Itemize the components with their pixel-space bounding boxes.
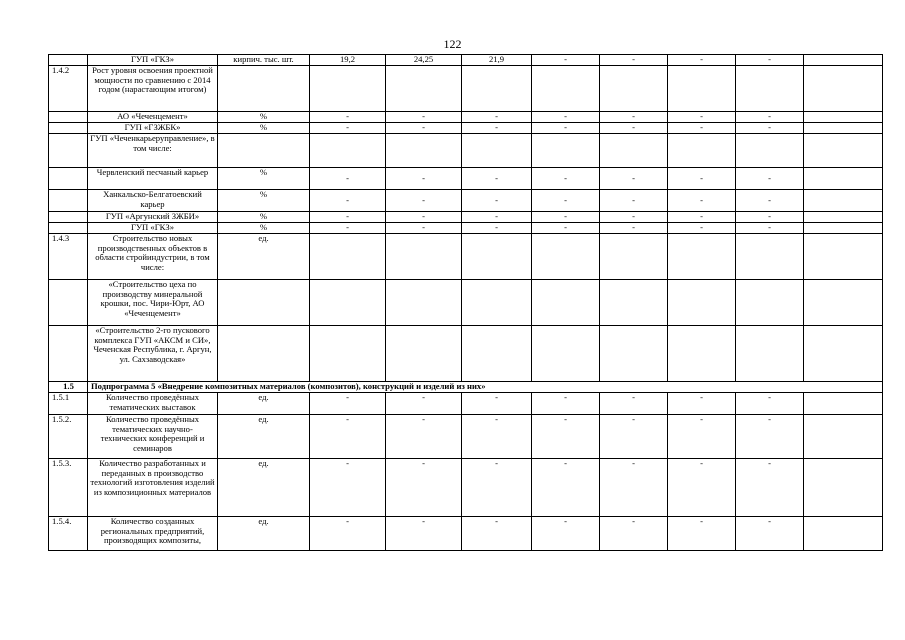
value-cell [310, 134, 386, 168]
value-cell: - [668, 168, 736, 190]
value-cell [736, 66, 804, 112]
value-cell [668, 326, 736, 382]
value-cell [736, 326, 804, 382]
value-cell [736, 280, 804, 326]
value-cell [804, 112, 883, 123]
value-cell: - [600, 55, 668, 66]
value-cell [600, 326, 668, 382]
unit-cell [218, 66, 310, 112]
value-cell: - [386, 459, 462, 517]
value-cell [804, 459, 883, 517]
row-number: 1.5.1 [49, 393, 88, 415]
unit-cell [218, 326, 310, 382]
unit-cell [218, 280, 310, 326]
table-row [49, 415, 883, 459]
value-cell [310, 280, 386, 326]
value-cell [532, 326, 600, 382]
value-cell [804, 223, 883, 234]
row-number [49, 326, 88, 382]
value-cell: - [532, 415, 600, 459]
value-cell: - [600, 223, 668, 234]
value-cell [668, 280, 736, 326]
value-cell: - [310, 123, 386, 134]
value-cell: - [736, 393, 804, 415]
table-row [49, 55, 883, 66]
value-cell: - [668, 459, 736, 517]
value-cell: - [532, 517, 600, 551]
value-cell: - [600, 112, 668, 123]
value-cell: - [736, 517, 804, 551]
value-cell: - [532, 168, 600, 190]
table-row [49, 517, 883, 551]
value-cell [600, 134, 668, 168]
value-cell [668, 134, 736, 168]
value-cell: - [736, 223, 804, 234]
value-cell: - [386, 168, 462, 190]
value-cell [532, 234, 600, 280]
row-number [49, 134, 88, 168]
value-cell: - [532, 55, 600, 66]
value-cell: - [462, 459, 532, 517]
value-cell [386, 66, 462, 112]
value-cell: - [668, 517, 736, 551]
value-cell: - [600, 190, 668, 212]
value-cell [462, 66, 532, 112]
indicator-name: Количество разработанных и переданных в производство технологий изготовления изделий из композиционных материалов [88, 459, 218, 517]
value-cell: - [600, 459, 668, 517]
row-number [49, 112, 88, 123]
value-cell [386, 326, 462, 382]
value-cell [532, 280, 600, 326]
value-cell: - [600, 393, 668, 415]
value-cell: - [532, 393, 600, 415]
table-row [49, 212, 883, 223]
value-cell [310, 326, 386, 382]
value-cell: - [668, 190, 736, 212]
value-cell: - [310, 517, 386, 551]
value-cell [804, 326, 883, 382]
value-cell [310, 66, 386, 112]
row-number: 1.5.3. [49, 459, 88, 517]
value-cell [668, 66, 736, 112]
value-cell: - [386, 112, 462, 123]
value-cell: - [462, 190, 532, 212]
unit-cell: кирпич. тыс. шт. [218, 55, 310, 66]
value-cell: - [532, 212, 600, 223]
value-cell: - [668, 223, 736, 234]
table-row [49, 393, 883, 415]
value-cell [736, 134, 804, 168]
indicator-name: Количество проведённых тематических научно-технических конференций и семинаров [88, 415, 218, 459]
value-cell: - [600, 123, 668, 134]
value-cell: - [462, 212, 532, 223]
unit-cell: ед. [218, 459, 310, 517]
value-cell [462, 134, 532, 168]
unit-cell: % [218, 168, 310, 190]
value-cell: 21,9 [462, 55, 532, 66]
value-cell [804, 517, 883, 551]
value-cell: 19,2 [310, 55, 386, 66]
value-cell [804, 66, 883, 112]
row-number [49, 223, 88, 234]
value-cell: - [668, 123, 736, 134]
table-row [49, 459, 883, 517]
value-cell: - [386, 123, 462, 134]
unit-cell: ед. [218, 517, 310, 551]
value-cell: - [462, 393, 532, 415]
unit-cell: % [218, 123, 310, 134]
value-cell: - [600, 168, 668, 190]
value-cell: - [736, 212, 804, 223]
indicator-name: ГУП «ГЗЖБК» [88, 123, 218, 134]
page-number: 122 [443, 37, 462, 51]
value-cell: - [386, 223, 462, 234]
value-cell [804, 415, 883, 459]
row-number: 1.5.2. [49, 415, 88, 459]
value-cell: - [532, 190, 600, 212]
table-row [49, 168, 883, 190]
value-cell: - [668, 112, 736, 123]
value-cell [386, 234, 462, 280]
value-cell [600, 280, 668, 326]
value-cell: - [386, 393, 462, 415]
indicator-name: ГУП «ГКЗ» [88, 55, 218, 66]
indicator-name: ГУП «ГКЗ» [88, 223, 218, 234]
value-cell: - [736, 55, 804, 66]
row-number [49, 168, 88, 190]
indicators-table [48, 54, 883, 551]
value-cell: - [736, 190, 804, 212]
value-cell [462, 326, 532, 382]
value-cell [804, 280, 883, 326]
value-cell: - [310, 168, 386, 190]
indicator-name: «Строительство цеха по производству минеральной крошки, пос. Чири-Юрт, АО «Чеченцемент» [88, 280, 218, 326]
value-cell: - [462, 223, 532, 234]
row-number [49, 212, 88, 223]
value-cell [532, 134, 600, 168]
indicator-name: ГУП «Чеченкарьеруправление», в том числе: [88, 134, 218, 168]
row-number [49, 280, 88, 326]
value-cell: - [310, 459, 386, 517]
value-cell [462, 280, 532, 326]
value-cell: - [736, 112, 804, 123]
value-cell [804, 393, 883, 415]
value-cell [804, 234, 883, 280]
value-cell: - [386, 190, 462, 212]
unit-cell: % [218, 223, 310, 234]
row-number: 1.5 [49, 382, 88, 393]
table-row [49, 134, 883, 168]
value-cell: - [310, 223, 386, 234]
value-cell: - [310, 190, 386, 212]
table-body [49, 55, 883, 551]
table-row [49, 112, 883, 123]
value-cell: - [462, 112, 532, 123]
unit-cell: ед. [218, 234, 310, 280]
indicator-name: Червленский песчаный карьер [88, 168, 218, 190]
row-number [49, 123, 88, 134]
row-number: 1.4.3 [49, 234, 88, 280]
value-cell: - [462, 123, 532, 134]
value-cell [804, 190, 883, 212]
value-cell: - [310, 112, 386, 123]
unit-cell: ед. [218, 415, 310, 459]
value-cell [310, 234, 386, 280]
table-row [49, 280, 883, 326]
row-number [49, 190, 88, 212]
value-cell: - [532, 459, 600, 517]
value-cell: - [310, 415, 386, 459]
value-cell [804, 212, 883, 223]
table-row [49, 123, 883, 134]
value-cell: - [600, 415, 668, 459]
table-row [49, 66, 883, 112]
value-cell: - [386, 517, 462, 551]
unit-cell: % [218, 190, 310, 212]
subprogram-title: Подпрограмма 5 «Внедрение композитных материалов (композитов), конструкций и изделий из них» [88, 382, 883, 393]
value-cell [668, 234, 736, 280]
table-row [49, 234, 883, 280]
value-cell: - [600, 517, 668, 551]
unit-cell: ед. [218, 393, 310, 415]
value-cell [804, 134, 883, 168]
value-cell: - [668, 55, 736, 66]
indicator-name: Количество созданных региональных предприятий, производящих композиты, [88, 517, 218, 551]
value-cell [462, 234, 532, 280]
value-cell [532, 66, 600, 112]
value-cell: - [668, 415, 736, 459]
value-cell: - [386, 212, 462, 223]
value-cell [386, 134, 462, 168]
value-cell: - [532, 123, 600, 134]
value-cell: - [736, 123, 804, 134]
table-row [49, 190, 883, 212]
indicator-name: ГУП «Аргунский ЗЖБИ» [88, 212, 218, 223]
value-cell: 24,25 [386, 55, 462, 66]
value-cell: - [462, 415, 532, 459]
value-cell [736, 234, 804, 280]
value-cell: - [310, 393, 386, 415]
indicator-name: «Строительство 2-го пускового комплекса ГУП «АКСМ и СИ», Чеченская Республика, г. Аргун, ул. Сахзаводская» [88, 326, 218, 382]
value-cell: - [386, 415, 462, 459]
row-number [49, 55, 88, 66]
indicator-name: Рост уровня освоения проектной мощности по сравнению с 2014 годом (нарастающим итогом) [88, 66, 218, 112]
value-cell [804, 123, 883, 134]
indicator-name: Строительство новых производственных объектов в области стройиндустрии, в том числе: [88, 234, 218, 280]
indicator-name: Ханкальско-Белгатоевский карьер [88, 190, 218, 212]
table-row [49, 326, 883, 382]
value-cell: - [736, 415, 804, 459]
unit-cell [218, 134, 310, 168]
value-cell: - [310, 212, 386, 223]
subprogram-heading-row [49, 382, 883, 393]
value-cell: - [668, 212, 736, 223]
indicator-name: АО «Чеченцемент» [88, 112, 218, 123]
value-cell [804, 55, 883, 66]
value-cell: - [462, 517, 532, 551]
table-row [49, 223, 883, 234]
value-cell: - [532, 223, 600, 234]
value-cell: - [462, 168, 532, 190]
value-cell: - [736, 168, 804, 190]
unit-cell: % [218, 212, 310, 223]
indicator-name: Количество проведённых тематических выставок [88, 393, 218, 415]
value-cell: - [532, 112, 600, 123]
row-number: 1.4.2 [49, 66, 88, 112]
value-cell: - [668, 393, 736, 415]
value-cell: - [736, 459, 804, 517]
row-number: 1.5.4. [49, 517, 88, 551]
value-cell [600, 66, 668, 112]
value-cell: - [600, 212, 668, 223]
value-cell [386, 280, 462, 326]
value-cell [804, 168, 883, 190]
value-cell [600, 234, 668, 280]
unit-cell: % [218, 112, 310, 123]
